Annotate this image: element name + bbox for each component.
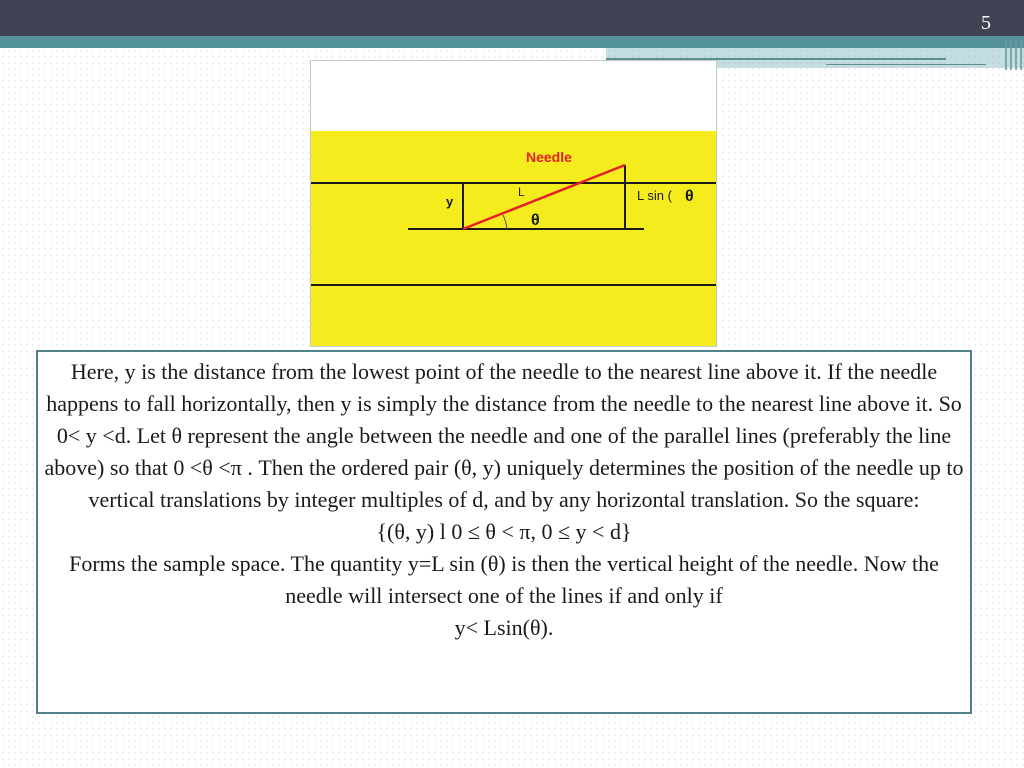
height-angle-symbol: θ — [685, 188, 694, 205]
angle-symbol: θ — [531, 212, 540, 229]
diagram-background — [311, 131, 716, 346]
length-label: L — [518, 185, 525, 199]
explanation-box — [36, 350, 972, 714]
y-label: y — [446, 194, 454, 209]
needle-diagram — [310, 60, 717, 347]
needle-diagram-svg — [311, 61, 716, 346]
header-accent-line-2 — [826, 64, 986, 65]
explanation-paragraph: Here, y is the distance from the lowest point of the needle to the nearest line above it. If the needle happens to fall horizontally, then y is simply the distance from the needle to the nearest line above it. So 0< y <d. Let θ represent the angle between the needle and one of the parallel lines (preferably the line above) so that 0 <θ <π . Then the ordered pair (θ, y) uniquely determines the position of the needle up to vertical translations by integer multiples of d, and by any horizontal translation. So the square: — [44, 359, 964, 512]
top-bar — [0, 0, 1024, 36]
header-band — [0, 36, 1024, 48]
height-label: L sin ( — [637, 188, 672, 203]
conclusion-paragraph: Forms the sample space. The quantity y=L sin (θ) is then the vertical height of the needle. Now the needle will intersect one of the lines if and only if — [69, 551, 939, 608]
sample-space-set: {(θ, y) l 0 ≤ θ < π, 0 ≤ y < d} — [376, 519, 632, 544]
slide-number: 5 — [981, 12, 991, 34]
header-stripes — [1005, 40, 1024, 70]
needle-label: Needle — [526, 149, 572, 165]
intersection-condition: y< Lsin(θ). — [454, 615, 554, 640]
